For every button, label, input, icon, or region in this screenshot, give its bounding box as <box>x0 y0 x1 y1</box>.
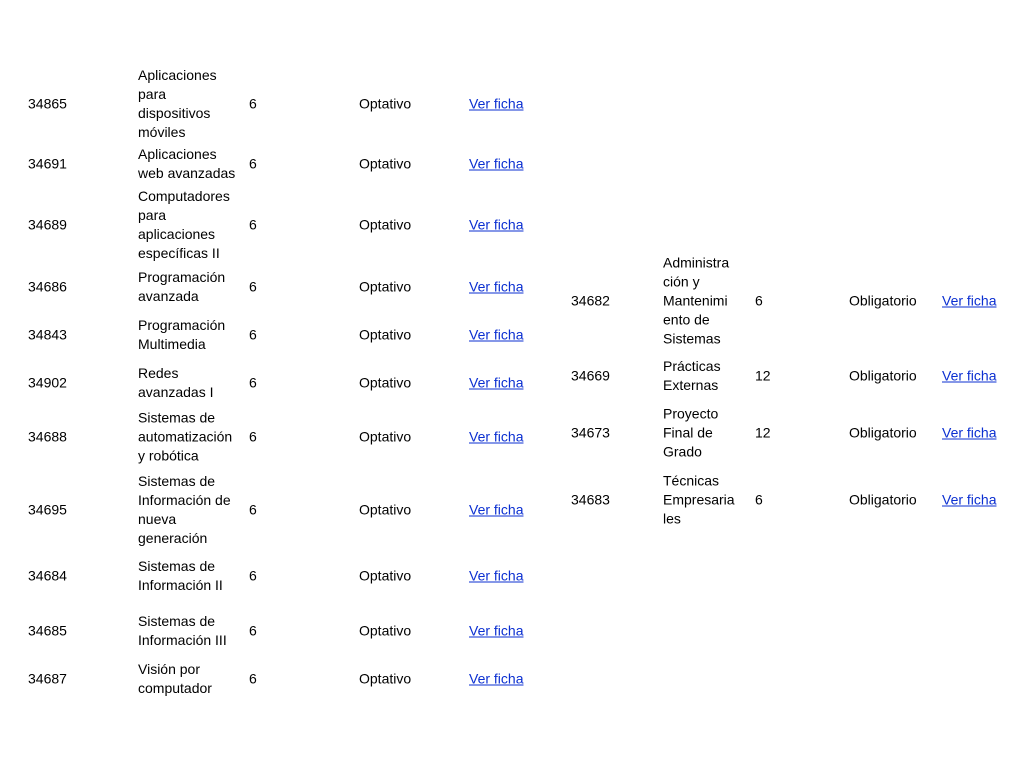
table-row <box>0 253 1024 348</box>
course-name: Técnicas Empresaria les <box>663 472 735 527</box>
table-row <box>0 404 1024 462</box>
course-type: Optativo <box>359 670 412 687</box>
course-code: 34683 <box>571 491 610 508</box>
course-type: Obligatorio <box>849 367 917 384</box>
course-name: Aplicaciones web avanzadas <box>138 146 236 181</box>
ver-ficha-link[interactable]: Ver ficha <box>469 278 524 295</box>
ver-ficha-link[interactable]: Ver ficha <box>942 367 997 384</box>
course-credits: 6 <box>249 428 257 445</box>
course-code: 34687 <box>28 670 67 687</box>
course-credits: 6 <box>249 501 257 518</box>
course-credits: 6 <box>249 95 257 112</box>
table-row <box>0 659 1024 699</box>
course-type: Optativo <box>359 155 412 172</box>
course-type: Optativo <box>359 95 412 112</box>
course-credits: 6 <box>249 216 257 233</box>
ver-ficha-link[interactable]: Ver ficha <box>469 95 524 112</box>
table-row <box>0 187 1024 263</box>
course-code: 34685 <box>28 622 67 639</box>
table-row <box>0 356 1024 396</box>
table-row <box>0 66 1024 142</box>
course-type: Optativo <box>359 326 412 343</box>
table-row <box>0 556 1024 596</box>
course-name: Administra ción y Mantenimi ento de Sistemas <box>663 254 730 346</box>
ver-ficha-link[interactable]: Ver ficha <box>469 567 524 584</box>
table-row <box>0 471 1024 529</box>
course-type: Obligatorio <box>849 424 917 441</box>
course-code: 34686 <box>28 278 67 295</box>
ver-ficha-link[interactable]: Ver ficha <box>469 155 524 172</box>
course-code: 34843 <box>28 326 67 343</box>
course-credits: 6 <box>249 622 257 639</box>
course-code: 34691 <box>28 155 67 172</box>
course-name: Sistemas de Información de nueva generación <box>138 473 231 546</box>
course-name: Prácticas Externas <box>663 358 721 393</box>
course-code: 34669 <box>571 367 610 384</box>
course-code: 34688 <box>28 428 67 445</box>
course-credits: 6 <box>755 292 763 308</box>
course-credits: 6 <box>249 374 257 391</box>
ver-ficha-link[interactable]: Ver ficha <box>469 374 524 391</box>
course-name: Redes avanzadas I <box>138 365 214 400</box>
ver-ficha-link[interactable]: Ver ficha <box>469 501 524 518</box>
course-credits: 6 <box>249 326 257 343</box>
course-code: 34673 <box>571 424 610 441</box>
ver-ficha-link[interactable]: Ver ficha <box>942 491 997 508</box>
course-type: Optativo <box>359 428 412 445</box>
course-type: Optativo <box>359 278 412 295</box>
course-code: 34689 <box>28 216 67 233</box>
course-credits: 6 <box>755 491 763 508</box>
course-type: Optativo <box>359 622 412 639</box>
course-type: Obligatorio <box>849 292 917 308</box>
course-type: Optativo <box>359 567 412 584</box>
course-name: Sistemas de Información III <box>138 613 227 648</box>
course-credits: 12 <box>755 367 771 384</box>
course-code: 34684 <box>28 567 67 584</box>
course-type: Obligatorio <box>849 491 917 508</box>
course-name: Proyecto Final de Grado <box>663 405 719 460</box>
ver-ficha-link[interactable]: Ver ficha <box>469 216 524 233</box>
ver-ficha-link[interactable]: Ver ficha <box>942 424 997 441</box>
course-credits: 6 <box>249 567 257 584</box>
course-name: Sistemas de Información II <box>138 558 223 593</box>
course-type: Optativo <box>359 374 412 391</box>
table-row <box>0 611 1024 651</box>
ver-ficha-link[interactable]: Ver ficha <box>469 670 524 687</box>
course-code: 34902 <box>28 374 67 391</box>
course-code: 34695 <box>28 501 67 518</box>
table-row <box>0 144 1024 184</box>
course-name: Programación avanzada <box>138 269 226 304</box>
ver-ficha-link[interactable]: Ver ficha <box>469 622 524 639</box>
course-credits: 6 <box>249 670 257 687</box>
course-name: Aplicaciones para dispositivos móviles <box>138 67 217 140</box>
course-code: 34682 <box>571 292 610 308</box>
course-name: Programación Multimedia <box>138 317 226 352</box>
ver-ficha-link[interactable]: Ver ficha <box>469 428 524 445</box>
ver-ficha-link[interactable]: Ver ficha <box>942 292 997 308</box>
course-credits: 6 <box>249 155 257 172</box>
course-name: Computadores para aplicaciones específicas II <box>138 188 230 261</box>
course-code: 34865 <box>28 95 67 112</box>
course-name: Sistemas de automatización y robótica <box>138 409 233 464</box>
course-type: Optativo <box>359 501 412 518</box>
ver-ficha-link[interactable]: Ver ficha <box>469 326 524 343</box>
course-type: Optativo <box>359 216 412 233</box>
course-name: Visión por computador <box>138 661 212 696</box>
course-credits: 12 <box>755 424 771 441</box>
course-credits: 6 <box>249 278 257 295</box>
